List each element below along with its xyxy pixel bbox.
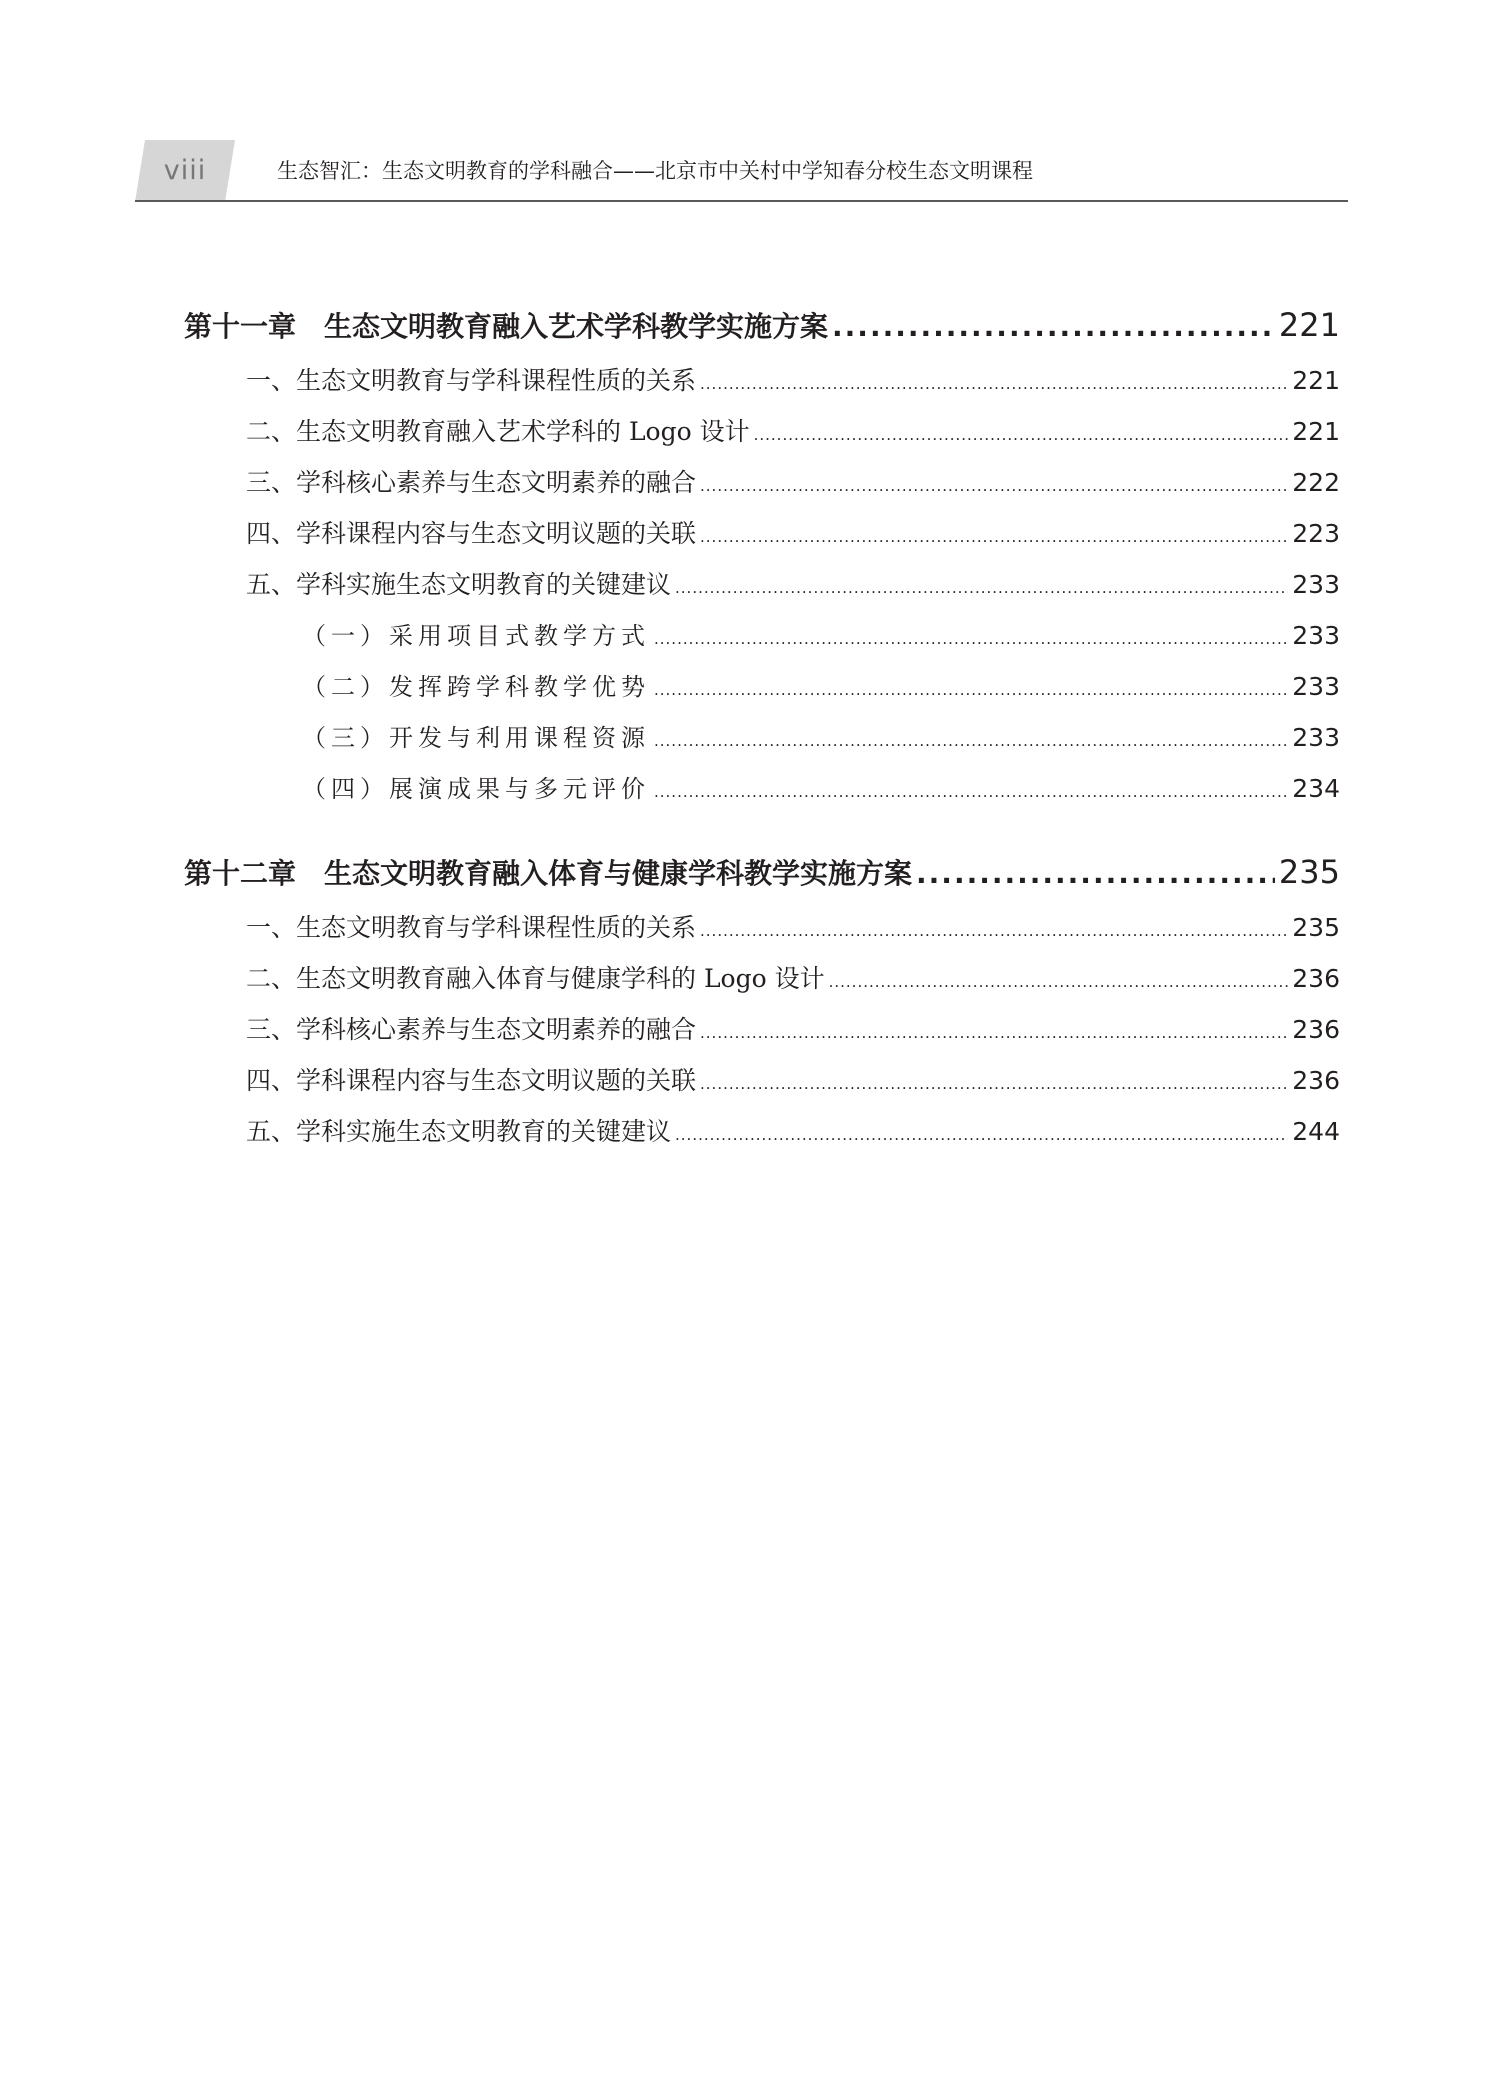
section-page-number: 221 [1292,366,1340,395]
subsection-page-number: 233 [1292,621,1340,650]
chapter-heading [184,852,912,892]
chapter-title: 生态文明教育融入体育与健康学科教学实施方案 [324,857,913,890]
section-title: 五、学科实施生态文明教育的关键建议 [246,570,672,599]
dot-leader [654,681,1288,699]
dot-leader [700,528,1288,546]
toc-section-entry[interactable] [184,959,1340,1010]
toc-chapter-entry[interactable] [184,852,1340,908]
dot-leader [675,1126,1288,1144]
toc-section-entry[interactable] [184,412,1340,463]
toc-subsection-entry[interactable] [184,718,1340,769]
chapter-number: 第十一章 [184,310,297,343]
toc-section-entry[interactable] [184,463,1340,514]
toc-subsection-entry[interactable] [184,616,1340,667]
section-page-number: 221 [1292,417,1340,446]
section-title: 一、生态文明教育与学科课程性质的关系 [246,366,697,395]
section-page-number: 235 [1292,913,1340,942]
dot-leader [654,783,1288,801]
dot-leader [829,973,1289,991]
section-title: 五、学科实施生态文明教育的关键建议 [246,1117,672,1146]
toc-section-entry[interactable] [184,565,1340,616]
dot-leader [700,1075,1288,1093]
section-page-number: 223 [1292,519,1340,548]
dot-leader [832,310,1275,343]
dot-leader [654,630,1288,648]
page-number: viii [163,155,207,186]
dot-leader [916,857,1275,890]
toc-subsection-entry[interactable] [184,769,1340,820]
section-title: 一、生态文明教育与学科课程性质的关系 [246,913,697,942]
section-title: 二、生态文明教育融入体育与健康学科的 Logo 设计 [246,964,825,993]
subsection-page-number: 233 [1292,723,1340,752]
chapter-number: 第十二章 [184,857,297,890]
section-page-number: 222 [1292,468,1340,497]
toc-chapter-entry[interactable] [184,305,1340,361]
section-page-number: 233 [1292,570,1340,599]
header-rule [135,200,1348,202]
toc-section-entry[interactable] [184,514,1340,565]
running-title: 生态智汇：生态文明教育的学科融合——北京市中关村中学知春分校生态文明课程 [277,159,1033,183]
dot-leader [754,426,1289,444]
section-title: 三、学科核心素养与生态文明素养的融合 [246,468,697,497]
dot-leader [700,375,1288,393]
subsection-title: （四）展演成果与多元评价 [302,775,650,803]
section-title: 四、学科课程内容与生态文明议题的关联 [246,519,697,548]
section-page-number: 236 [1292,964,1340,993]
chapter-title: 生态文明教育融入艺术学科教学实施方案 [324,310,829,343]
chapter-11 [184,305,1340,820]
subsection-title: （三）开发与利用课程资源 [302,724,650,752]
toc-section-entry[interactable] [184,1112,1340,1163]
toc-subsection-entry[interactable] [184,667,1340,718]
dot-leader [700,1024,1288,1042]
subsection-title: （一）采用项目式教学方式 [302,622,650,650]
dot-leader [675,579,1288,597]
chapter-12 [184,852,1340,1163]
dot-leader [700,477,1288,495]
toc-section-entry[interactable] [184,1010,1340,1061]
section-title: 四、学科课程内容与生态文明议题的关联 [246,1066,697,1095]
section-title: 三、学科核心素养与生态文明素养的融合 [246,1015,697,1044]
section-page-number: 244 [1292,1117,1340,1146]
chapter-page-number: 235 [1278,853,1340,891]
section-title: 二、生态文明教育融入艺术学科的 Logo 设计 [246,417,750,446]
section-page-number: 236 [1292,1015,1340,1044]
subsection-page-number: 233 [1292,672,1340,701]
dot-leader [654,732,1288,750]
toc-section-entry[interactable] [184,361,1340,412]
toc-section-entry[interactable] [184,908,1340,959]
running-header [135,140,1348,202]
table-of-contents [184,305,1340,1195]
chapter-page-number: 221 [1278,306,1340,344]
chapter-heading [184,305,828,345]
subsection-title: （二）发挥跨学科教学优势 [302,673,650,701]
subsection-page-number: 234 [1292,774,1340,803]
section-page-number: 236 [1292,1066,1340,1095]
dot-leader [700,922,1288,940]
toc-section-entry[interactable] [184,1061,1340,1112]
